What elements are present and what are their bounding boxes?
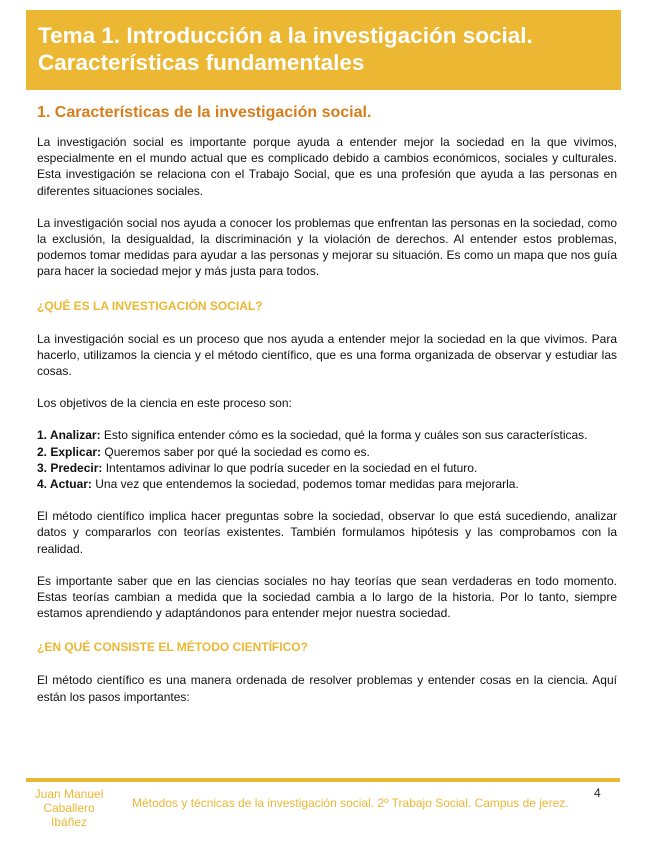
- list-item: [37, 444, 617, 460]
- intro-paragraph-1: La investigación social es importante porque ayuda a entender mejor la sociedad en la que vivimos, especialmente en el mundo actual que es complicado debido a cambios económicos, sociales y culturales. Esta investigación se relaciona con el Trabajo Social, que es una profesión que ayuda a las personas en diferentes situaciones sociales.: [37, 135, 617, 198]
- objective-term: 3. Predecir:: [37, 460, 103, 475]
- objective-text: Intentamos adivinar lo que podría suceder en la sociedad en el futuro.: [102, 460, 478, 475]
- chapter-title-line-1: Tema 1. Introducción a la investigación social.: [38, 23, 533, 48]
- list-item: [37, 427, 617, 443]
- footer-author: [26, 787, 112, 829]
- intro-paragraph-2: La investigación social nos ayuda a conocer los problemas que enfrentan las personas en la sociedad, como la exclusión, la desigualdad, la discriminación y la violación de derechos. Al entender estos problemas, podemos tomar medidas para ayudar a las personas y mejorar su situación. Es como un mapa que nos guía para hacer la sociedad mejor y más justa para todos.: [37, 215, 617, 279]
- author-line: Ibáñez: [50, 815, 88, 829]
- author-line: Caballero: [43, 801, 95, 815]
- objectives-list: [37, 427, 617, 492]
- objective-term: 2. Explicar:: [37, 444, 102, 459]
- page-number: 4: [594, 786, 601, 800]
- list-item: [37, 476, 617, 492]
- objectives-intro: Los objetivos de la ciencia en este proceso son:: [37, 396, 292, 411]
- section-title: 1. Características de la investigación social.: [37, 104, 372, 121]
- footer-course-info: Métodos y técnicas de la investigación social. 2º Trabajo Social. Campus de jerez.: [132, 796, 569, 810]
- objective-text: Una vez que entendemos la sociedad, podemos tomar medidas para mejorarla.: [91, 477, 519, 492]
- metodo-paragraph: El método científico implica hacer preguntas sobre la sociedad, observar lo que está sucediendo, analizar datos y compararlos con teorías existentes. También formulamos hipótesis y las comprobamos con la realidad.: [37, 509, 617, 556]
- objective-term: 1. Analizar:: [37, 428, 101, 443]
- consiste-paragraph: El método científico es una manera ordenada de resolver problemas y entender cosas en la ciencia. Aquí están los pasos importantes:: [37, 673, 617, 704]
- list-item: [37, 460, 617, 476]
- chapter-title-banner: [26, 10, 621, 90]
- chapter-title-line-2: Características fundamentales: [38, 50, 365, 75]
- footer-divider: [26, 778, 620, 782]
- author-line: Juan Manuel: [34, 787, 104, 801]
- objective-text: Queremos saber por qué la sociedad es como es.: [101, 444, 370, 459]
- objective-text: Esto significa entender cómo es la sociedad, qué la forma y cuáles son sus características.: [100, 428, 588, 443]
- document-body: [37, 96, 617, 705]
- objective-term: 4. Actuar:: [37, 477, 92, 492]
- que-es-paragraph: La investigación social es un proceso que nos ayuda a entender mejor la sociedad en la que vivimos. Para hacerlo, utilizamos la ciencia y el método científico, que es una forma organizada de observar y estudiar las cosas.: [37, 331, 617, 379]
- teorias-paragraph: Es importante saber que en las ciencias sociales no hay teorías que sean verdaderas en todo momento. Estas teorías cambian a medida que la sociedad cambia a lo largo de la historia. Por lo tanto, siempre estamos aprendiendo y adaptándonos para entender mejor nuestra sociedad.: [37, 573, 617, 621]
- subheading-consiste: ¿EN QUÉ CONSISTE EL MÉTODO CIENTÍFICO?: [37, 640, 308, 655]
- subheading-que-es: ¿QUÉ ES LA INVESTIGACIÓN SOCIAL?: [37, 298, 263, 313]
